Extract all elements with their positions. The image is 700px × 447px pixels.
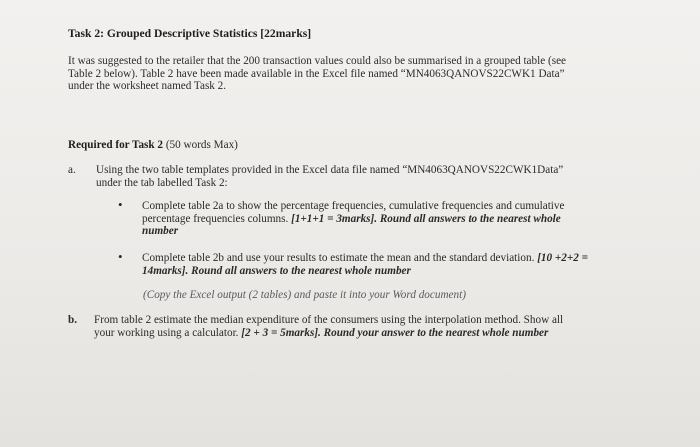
- item-b-text: [94, 314, 614, 339]
- item-b-line: From table 2 estimate the median expenditure of the consumers using the interpolation method. Show all: [94, 314, 564, 326]
- bullet-1-plain: percentage frequencies columns.: [142, 212, 292, 225]
- bullet-1-line: number: [142, 225, 179, 238]
- bullet-1-line: [142, 213, 602, 226]
- bullet-2-text: [142, 252, 602, 277]
- item-a-marker: a.: [68, 164, 76, 176]
- item-b-marks: [2 + 3 = 5marks]. Round your answer to the nearest whole number: [241, 326, 549, 339]
- intro-line: It was suggested to the retailer that the 200 transaction values could also be summarised in a grouped table (see: [68, 55, 567, 67]
- bullet-1-marks: [1+1+1 = 3marks]. Round all answers to the nearest whole: [291, 212, 561, 225]
- copy-note: (Copy the Excel output (2 tables) and paste it into your Word document): [143, 289, 466, 301]
- item-b-plain: your working using a calculator.: [94, 326, 242, 339]
- bullet-dot-icon: •: [118, 197, 123, 212]
- bullet-2-marks: [10 +2+2 =: [537, 252, 589, 264]
- word-limit: (50 words Max): [163, 139, 238, 151]
- item-b-marker: b.: [68, 314, 78, 326]
- intro-line: Table 2 below). Table 2 have been made available in the Excel file named “MN4063QANOVS22CWK1 Data”: [68, 67, 565, 80]
- bullet-2-line: [142, 252, 602, 265]
- item-b-line: [94, 327, 614, 340]
- bullet-1-line: Complete table 2a to show the percentage frequencies, cumulative frequencies and cumulative: [142, 200, 565, 212]
- item-a-line: under the tab labelled Task 2:: [96, 176, 228, 189]
- bullet-dot-icon: •: [118, 249, 123, 264]
- required-heading: [68, 139, 238, 152]
- item-a-line: Using the two table templates provided in the Excel data file named “MN4063QANOVS22CWK1Data”: [96, 164, 564, 176]
- bullet-1-text: [142, 200, 602, 238]
- task-title: Task 2: Grouped Descriptive Statistics [22marks]: [68, 27, 312, 40]
- bullet-2-line: 14marks]. Round all answers to the nearest whole number: [142, 264, 411, 277]
- intro-line: under the worksheet named Task 2.: [68, 80, 227, 93]
- bullet-2-plain: Complete table 2b and use your results to estimate the mean and the standard deviation.: [142, 252, 538, 264]
- intro-paragraph: [68, 55, 618, 93]
- item-a-text: [96, 164, 616, 189]
- required-label: Required for Task 2: [68, 139, 164, 151]
